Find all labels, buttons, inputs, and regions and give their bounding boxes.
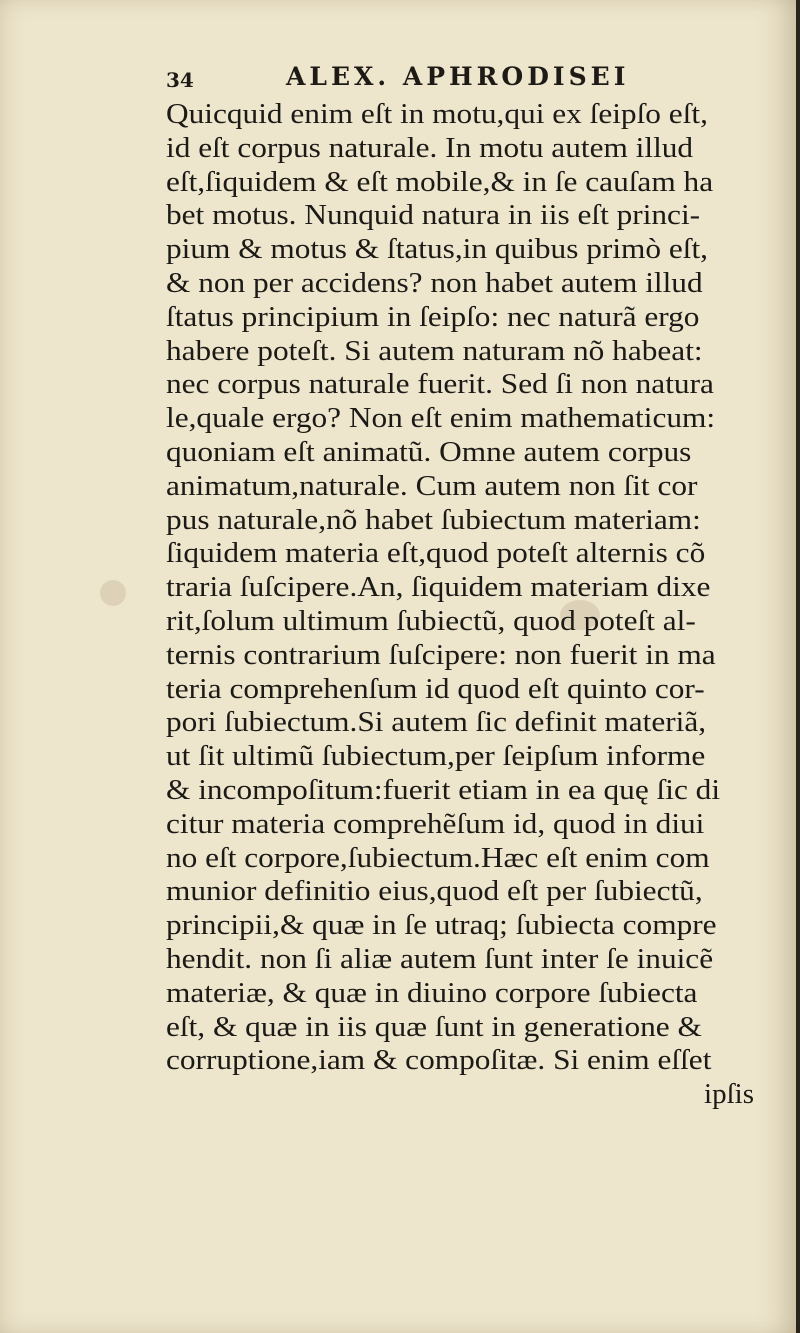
text-line: eſt, & quæ in iis quæ ſunt in generatione & xyxy=(166,1010,702,1043)
text-line: pori ſubiectum.Si autem ſic definit materiã, xyxy=(166,706,707,739)
text-line: le,quale ergo? Non eſt enim mathematicum: xyxy=(166,402,716,435)
text-line: rit,ſolum ultimum ſubiectũ, quod poteſt al- xyxy=(166,604,696,637)
catchword: ipſis xyxy=(704,1078,754,1111)
text-line: ſtatus principium in ſeipſo: nec naturã ergo xyxy=(166,300,700,333)
text-line: materiæ, & quæ in diuino corpore ſubiecta xyxy=(166,976,698,1009)
text-line: traria ſuſcipere.An, ſiquidem materiam dixe xyxy=(166,571,711,604)
text-line: & incompoſitum:fuerit etiam in ea quę ſic di xyxy=(166,773,721,806)
text-line: citur materia comprehẽſum id, quod in diui xyxy=(166,807,705,840)
text-line: animatum,naturale. Cum autem non ſit cor xyxy=(166,469,698,502)
text-line: principii,& quæ in ſe utraq; ſubiecta compre xyxy=(166,909,717,942)
body-text xyxy=(166,98,766,1112)
text-line: Quicquid enim eſt in motu,qui ex ſeipſo eſt, xyxy=(166,98,708,130)
paper-stain xyxy=(100,580,126,606)
text-line: no eſt corpore,ſubiectum.Hæc eſt enim com xyxy=(166,841,710,874)
text-line: bet motus. Nunquid natura in iis eſt princi- xyxy=(166,199,701,232)
text-line: corruptione,iam & compoſitæ. Si enim eſſet xyxy=(166,1044,712,1077)
page-number: 34 xyxy=(166,68,194,92)
text-line: & non per accidens? non habet autem illud xyxy=(166,266,703,299)
text-line: nec corpus naturale fuerit. Sed ſi non natura xyxy=(166,368,714,401)
text-line: hendit. non ſi aliæ autem ſunt inter ſe inuicẽ xyxy=(166,942,714,975)
text-line: ſiquidem materia eſt,quod poteſt alternis cõ xyxy=(166,537,706,570)
text-line: munior definitio eius,quod eſt per ſubiectũ, xyxy=(166,875,703,908)
text-line: pus naturale,nõ habet ſubiectum materiam: xyxy=(166,503,701,536)
text-line: id eſt corpus naturale. In motu autem illud xyxy=(166,131,694,164)
text-line: pium & motus & ſtatus,in quibus primò eſt, xyxy=(166,233,709,266)
text-line: ternis contrarium ſuſcipere: non fuerit in ma xyxy=(166,638,716,671)
text-line: habere poteſt. Si autem naturam nõ habeat: xyxy=(166,334,703,367)
page-edge xyxy=(796,0,800,1333)
page-header xyxy=(166,62,686,92)
text-line: teria comprehenſum id quod eſt quinto cor- xyxy=(166,672,705,705)
text-line: ut ſit ultimũ ſubiectum,per ſeipſum informe xyxy=(166,740,706,773)
text-line: eſt,ſiquidem & eſt mobile,& in ſe cauſam ha xyxy=(166,165,714,198)
running-title: ALEX. APHRODISEI xyxy=(286,62,630,91)
text-line: quoniam eſt animatũ. Omne autem corpus xyxy=(166,435,692,468)
